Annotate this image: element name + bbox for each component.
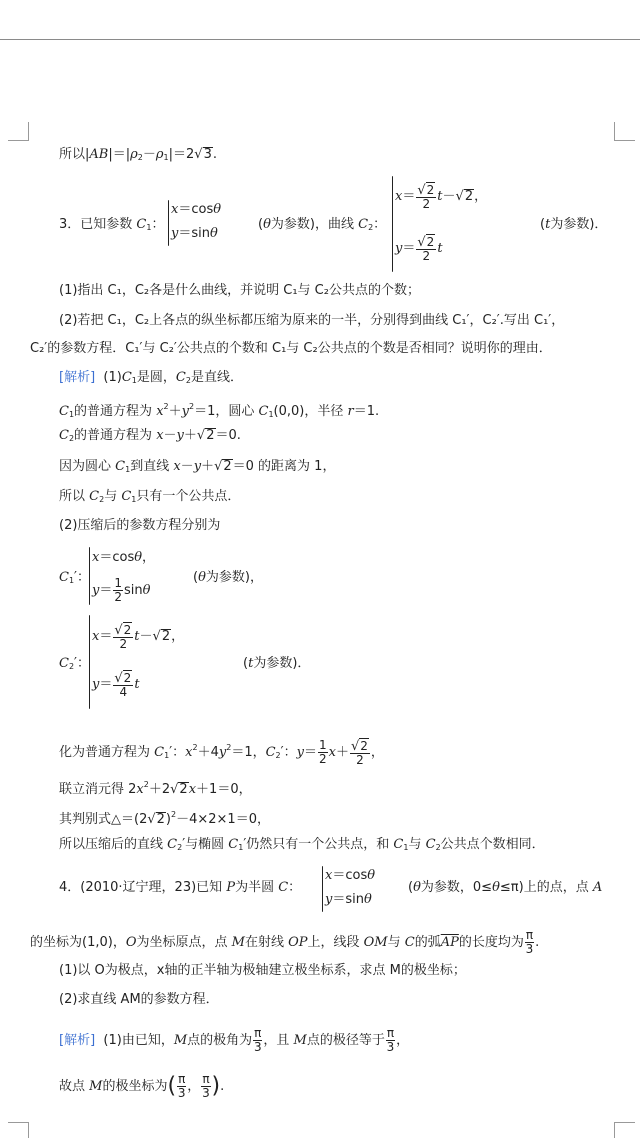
q3-solution-7: 化为普通方程为 $C_1'$：$x^2+4y^2=1$，$C_2'$：y＝ $\frac{1}{2}$ x＋ $\frac{√2}{2}$ ， [59,738,384,767]
jiexi-label: [解析] [59,1033,96,1048]
system-brace [89,615,90,709]
q3-theta-param: (θ为参数)，曲线 $C_2$： [258,217,387,232]
q3-c1-x: x＝cosθ [171,202,222,217]
page-corner-mark [8,1122,29,1138]
q3-c1-y: y＝sinθ [171,226,218,241]
c1p-y: y＝ $\frac{1}{2}$ sinθ [92,576,151,604]
jiexi-label: [解析] [59,370,96,385]
q4-solution-2: 故点 M的极坐标为( $\frac{\pi}{3}$ ， $\frac{\pi}{3}$ ). [59,1072,225,1100]
q3-solution-2: $C_1$的普通方程为 $x^2+y^2=1$，圆心 $C_1(0,0)$，半径 r＝1. [59,402,380,419]
c1p-x: x＝cosθ， [92,550,156,565]
q3-t-param: (t为参数)． [540,217,608,232]
q3-solution-6: (2)压缩后的参数方程分别为 [59,518,221,533]
top-divider [0,39,640,40]
c1p-param: (θ为参数)， [193,570,263,585]
q3-c2-x: x＝ $\frac{√2}{2}$ t－√2， [395,183,488,211]
q4-part2: (2)求直线 AM的参数方程． [59,992,219,1007]
system-brace [322,866,323,912]
page-corner-mark [614,1122,635,1138]
line-ab: 所以$|AB|=|\rho_2-\rho_1|=2√3$. [59,147,217,162]
q3-part2-b: C₂′的参数方程．C₁′与 C₂′公共点的个数和 C₁与 C₂公共点的个数是否相同？说明你的理由． [30,341,552,356]
q3-solution-3: $C_2$的普通方程为 x－y＋√2＝0. [59,428,241,443]
q3-part2-a: (2)若把 C₁，C₂上各点的纵坐标都压缩为原来的一半，分别得到曲线 C₁′，C₂′.写出 C₁′， [59,313,565,328]
page-corner-mark [614,122,635,141]
q3-solution-8: 联立消元得 $2x^2+2√2x+1=0$， [59,780,252,797]
page-corner-mark [8,122,29,141]
c2p-x: x＝ $\frac{√2}{2}$ t－√2， [92,623,185,651]
q4-param: (θ为参数，0≤θ≤π)上的点，点 A [408,880,603,895]
q4-c-y: y＝sinθ [325,892,372,907]
c2p-param: (t为参数)． [243,656,311,671]
q3-solution-10: 所以压缩后的直线 $C_2'$与椭圆 $C_1'$仍然只有一个公共点，和 $C_1$与 $C_2$公共点个数相同． [59,837,545,852]
q4-c-x: x＝cosθ [325,868,376,883]
q4-intro: 4．(2010·辽宁理，23)已知 P为半圆 C： [59,880,302,895]
q3-intro: 3．已知参数 $C_1$： [59,217,165,232]
q3-solution-9: 其判别式$\triangle=(2√2)^2-4\times 2\times 1=0$， [59,810,270,827]
q4-part1: (1)以 O为极点，x轴的正半轴为极轴建立极坐标系，求点 M的极坐标； [59,963,466,978]
q4-solution-1: [解析] (1)由已知，M点的极角为 $\frac{\pi}{3}$ ，且 M点的极径等于 $\frac{\pi}{3}$ ， [59,1026,410,1054]
q3-solution-5: 所以 $C_2$与 $C_1$只有一个公共点． [59,489,241,504]
q3-solution-1: [解析] $(1)C_1$是圆，$C_2$是直线． [59,370,243,385]
c2p-name: $C_2'$： [59,656,90,671]
q3-solution-4: 因为圆心 $C_1$到直线 x－y＋√2＝0 的距离为 1， [59,459,336,474]
q3-part1: (1)指出 C₁，C₂各是什么曲线，并说明 C₁与 C₂公共点的个数； [59,283,420,298]
system-brace [168,200,169,246]
system-brace [392,176,393,272]
c1p-name: $C_1'$： [59,570,90,585]
c2p-y: y＝ $\frac{√2}{4}$ t [92,671,140,699]
system-brace [89,547,90,605]
q3-c2-y: y＝ $\frac{√2}{2}$ t [395,235,443,263]
q4-line2: 的坐标为(1,0)，O为坐标原点，点 M在射线 OP上，线段 OM与 C的弧$\overline{AP}$的长度均为 $\frac{\pi}{3}$ . [30,928,540,956]
